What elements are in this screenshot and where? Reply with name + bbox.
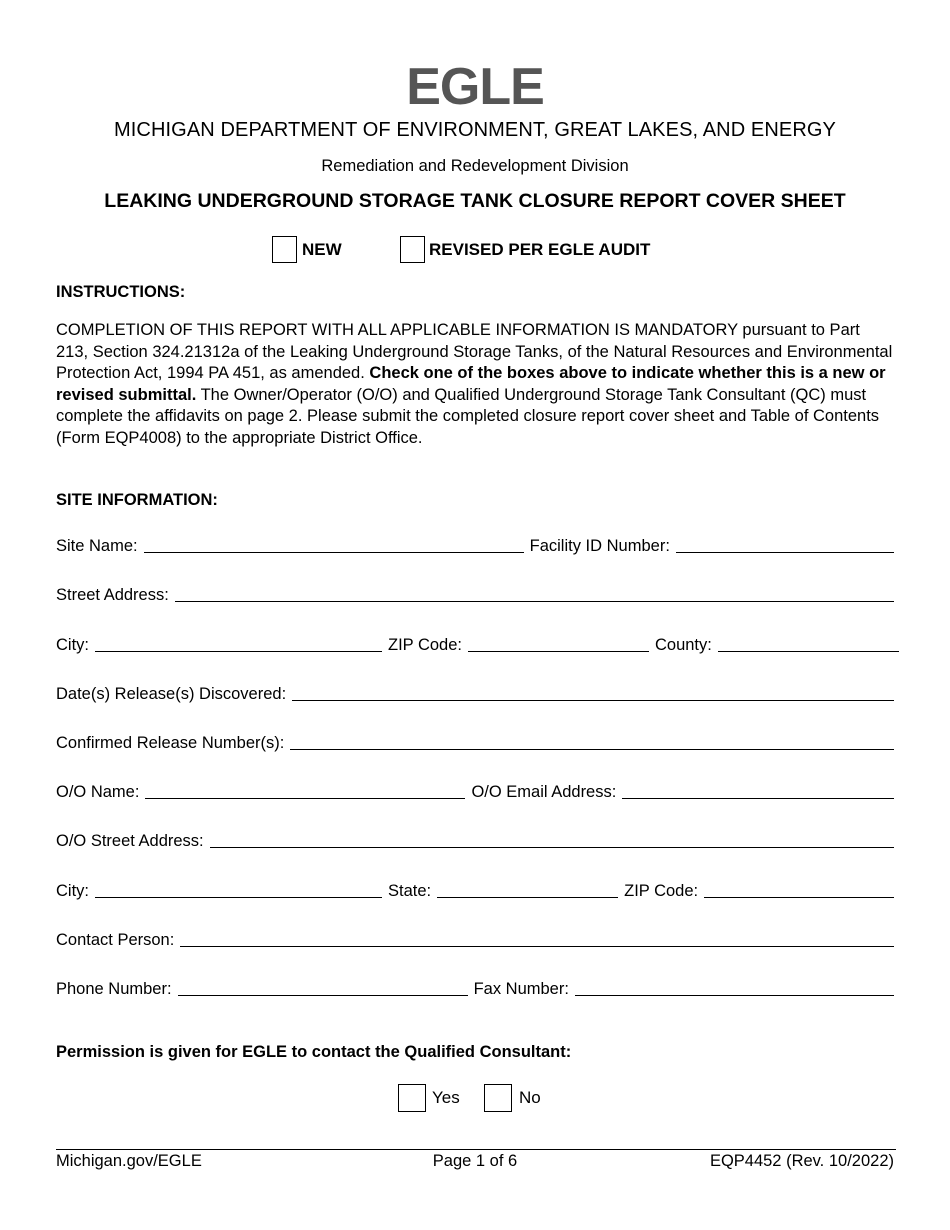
instructions-heading: INSTRUCTIONS: [56,283,186,301]
date-release-label: Date(s) Release(s) Discovered: [56,685,287,703]
zip-code-field[interactable] [468,637,649,652]
facility-id-field[interactable] [676,538,894,553]
division-name: Remediation and Redevelopment Division [321,157,629,175]
facility-id-label: Facility ID Number: [529,537,670,555]
row-oo-street [56,827,894,851]
oo-email-label: O/O Email Address: [471,783,617,801]
row-site-name [56,532,894,556]
zip-code-label: ZIP Code: [388,636,462,654]
logo-text: EGLE [406,60,544,110]
revised-checkbox[interactable] [400,236,425,263]
instructions-text-bold: Check one of the boxes above to indicate whether this is a new or revised submittal. [56,364,886,404]
site-name-label: Site Name: [56,537,138,555]
oo-name-label: O/O Name: [56,783,140,801]
site-information-heading: SITE INFORMATION: [56,491,218,509]
oo-name-field[interactable] [145,784,465,799]
footer-divider [56,1149,896,1150]
form-title: LEAKING UNDERGROUND STORAGE TANK CLOSURE REPORT COVER SHEET [104,190,846,212]
date-release-field[interactable] [292,686,894,701]
row-oo-city-state-zip [56,877,894,901]
row-oo-name-email [56,778,894,802]
permission-yes-label: Yes [432,1088,460,1107]
phone-label: Phone Number: [56,980,172,998]
contact-person-field[interactable] [180,932,894,947]
instructions-text-2: The Owner/Operator (O/O) and Qualified Underground Storage Tank Consultant (QC) must complete the affidavits on page 2. Please submit the completed closure report cover sheet and Table of Contents (Form EQP4008) to the appropriate District Office. [56,385,880,447]
oo-zip-label: ZIP Code: [624,882,699,900]
county-field[interactable] [718,637,899,652]
oo-city-label: City: [56,882,89,900]
egle-logo-mark [403,60,547,110]
oo-street-field[interactable] [210,833,894,848]
confirmed-release-label: Confirmed Release Number(s): [56,734,285,752]
footer-page-number: Page 1 of 6 [432,1152,518,1170]
new-checkbox[interactable] [272,236,297,263]
row-confirmed-release [56,729,894,753]
instructions-text-1: COMPLETION OF THIS REPORT WITH ALL APPLICABLE INFORMATION IS MANDATORY pursuant to Part 213, Section 324.21312a of the Leaking Underground Storage Tanks, of the Natural Resources and Environmental Protection Act, 1994 PA 451, as amended. [56,321,893,382]
row-phone-fax [56,975,894,999]
row-contact-person [56,926,894,950]
footer-form-number: EQP4452 (Rev. 10/2022) [709,1152,894,1170]
new-checkbox-label: NEW [302,240,342,259]
site-name-field[interactable] [144,538,524,553]
oo-state-label: State: [388,882,432,900]
footer-website: Michigan.gov/EGLE [56,1152,202,1170]
oo-city-field[interactable] [95,883,382,898]
instructions-text [56,320,896,449]
egle-logo [0,60,950,115]
row-street-address [56,581,894,605]
permission-no-checkbox[interactable] [484,1084,512,1112]
permission-text: Permission is given for EGLE to contact the Qualified Consultant: [56,1043,572,1061]
city-field[interactable] [95,637,382,652]
oo-street-label: O/O Street Address: [56,832,204,850]
row-city-zip-county [56,631,894,655]
county-label: County: [654,636,712,654]
street-address-field[interactable] [175,587,894,602]
department-name: MICHIGAN DEPARTMENT OF ENVIRONMENT, GREAT LAKES, AND ENERGY [114,119,836,141]
city-label: City: [56,636,89,654]
oo-zip-field[interactable] [704,883,894,898]
confirmed-release-field[interactable] [290,735,894,750]
oo-state-field[interactable] [437,883,618,898]
row-date-release [56,680,894,704]
permission-no-label: No [519,1088,541,1107]
street-address-label: Street Address: [56,586,169,604]
revised-checkbox-label: REVISED PER EGLE AUDIT [429,240,651,259]
fax-field[interactable] [575,981,894,996]
permission-yes-checkbox[interactable] [398,1084,426,1112]
fax-label: Fax Number: [473,980,569,998]
oo-email-field[interactable] [622,784,894,799]
contact-person-label: Contact Person: [56,931,175,949]
phone-field[interactable] [178,981,468,996]
